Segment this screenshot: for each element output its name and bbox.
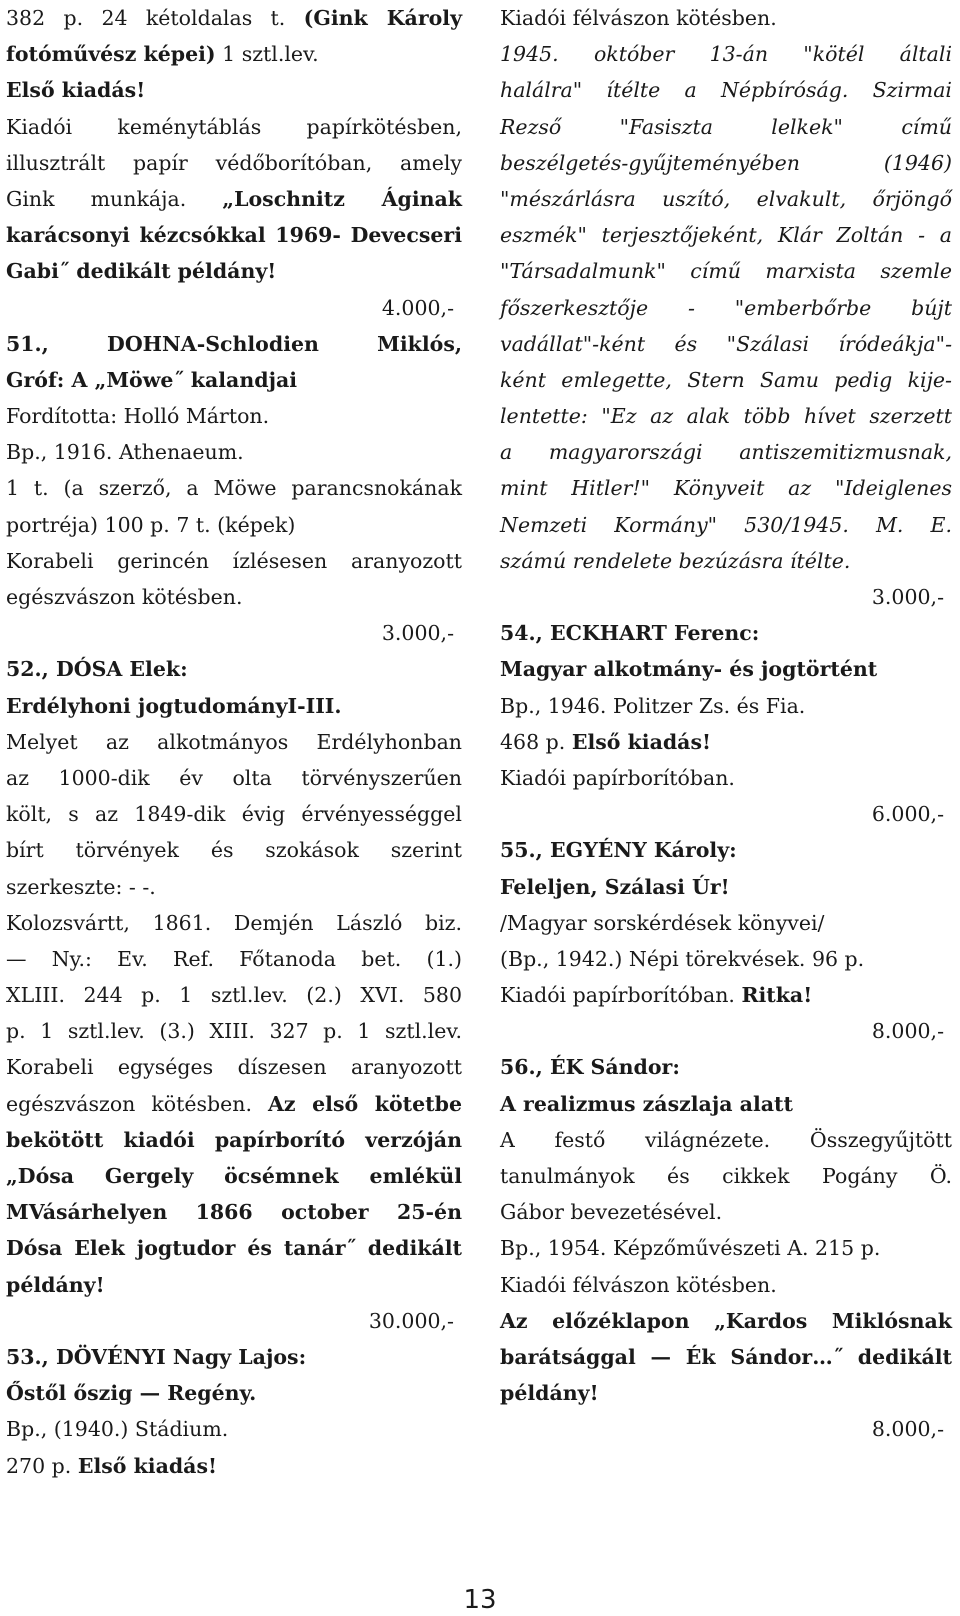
- text-line: "mészárlásra uszító, elvakult, őrjöngő: [500, 186, 952, 211]
- entry-heading: 53., DÖVÉNYI Nagy Lajos:: [6, 1344, 307, 1369]
- text-span: 270 p.: [6, 1453, 78, 1478]
- text-line: egészvászon kötésben.: [6, 585, 243, 609]
- text-span: (Gink Károly: [303, 6, 462, 30]
- text-line: vadállat"-ként és "Szálasi íródeákja"-: [500, 331, 952, 356]
- text-line: [6, 1086, 462, 1122]
- text-span: 382 p. 24 kétoldalas t.: [6, 6, 304, 30]
- text-span: „Loschnitz Áginak: [222, 186, 462, 211]
- text-line: beszélgetés-gyűjteményében (1946): [500, 150, 952, 175]
- text-line: MVásárhelyen 1866 october 25-én: [6, 1200, 462, 1225]
- text-line: (Bp., 1942.) Népi törekvések. 96 p.: [500, 946, 865, 971]
- text-span: egészvászon kötésben.: [6, 1091, 268, 1116]
- text-line: Dósa Elek jogtudor és tanár˝ dedikált: [6, 1236, 462, 1261]
- text-span: 468 p.: [500, 729, 572, 754]
- text-line: Rezső "Fasiszta lelkek" című: [500, 114, 952, 139]
- text-line: Bp., 1916. Athenaeum.: [6, 440, 244, 465]
- text-span: Első kiadás!: [77, 1453, 218, 1478]
- text-line: 1 t. (a szerző, a Möwe parancsnokának: [6, 476, 462, 501]
- text-line: Nemzeti Kormány" 530/1945. M. E.: [500, 512, 952, 537]
- text-line: Bp., 1946. Politzer Zs. és Fia.: [500, 693, 806, 718]
- text-span: Első kiadás!: [571, 729, 712, 754]
- entry-heading: 54., ECKHART Ferenc:: [500, 621, 760, 646]
- entry-heading: 52., DÓSA Elek:: [6, 657, 188, 682]
- entry-title: Őstől őszig — Regény.: [6, 1381, 257, 1406]
- text-line: XLIII. 244 p. 1 sztl.lev. (2.) XVI. 580: [6, 983, 462, 1008]
- text-line: portréja) 100 p. 7 t. (képek): [6, 512, 296, 537]
- price: 30.000,-: [368, 1308, 454, 1333]
- entry-title: Gróf: A „Möwe˝ kalandjai: [6, 367, 298, 392]
- text-line: [6, 0, 462, 36]
- text-span: Gink munkája.: [6, 186, 223, 211]
- text-span: fotóművész képei): [6, 42, 216, 67]
- entry-heading: 51., DOHNA-Schlodien Miklós,: [6, 331, 462, 356]
- text-line: Első kiadás!: [6, 78, 146, 103]
- text-line: Kiadói félvászon kötésben.: [500, 1272, 777, 1297]
- text-line: Gabi˝ dedikált példány!: [6, 259, 277, 284]
- text-line: [6, 1448, 462, 1484]
- text-span: 1 sztl.lev.: [215, 42, 319, 67]
- text-line: Korabeli egységes díszesen aranyozott: [6, 1055, 462, 1080]
- text-line: [6, 36, 462, 72]
- text-line: [500, 977, 952, 1013]
- text-line: Kiadói félvászon kötésben.: [500, 6, 777, 30]
- text-line: Kolozsvártt, 1861. Demjén László biz.: [6, 910, 462, 935]
- text-span: Kiadói papírborítóban.: [500, 983, 742, 1008]
- text-line: [6, 181, 462, 217]
- text-line: halálra" ítélte a Népbíróság. Szirmai: [500, 78, 952, 103]
- text-line: p. 1 sztl.lev. (3.) XIII. 327 p. 1 sztl.lev.: [6, 1019, 462, 1044]
- text-line: barátsággal — Ék Sándor…˝ dedikált: [500, 1344, 952, 1369]
- text-line: A festő világnézete. Összegyűjtött: [500, 1127, 952, 1152]
- price: 6.000,-: [871, 802, 944, 827]
- text-line: — Ny.: Ev. Ref. Főtanoda bet. (1.): [6, 946, 462, 971]
- left-column: [6, 0, 462, 1484]
- entry-heading: 55., EGYÉNY Károly:: [500, 838, 737, 863]
- price: 3.000,-: [871, 585, 944, 609]
- text-line: karácsonyi kézcsókkal 1969- Devecseri: [6, 223, 462, 248]
- text-line: számú rendelete bezúzásra ítélte.: [500, 548, 851, 573]
- text-line: [500, 724, 952, 760]
- text-line: Korabeli gerincén ízlésesen aranyozott: [6, 548, 462, 573]
- text-line: bekötött kiadói papírborító verzóján: [6, 1127, 462, 1152]
- entry-title: Erdélyhoni jogtudományI-III.: [6, 693, 342, 718]
- text-line: /Magyar sorskérdések könyvei/: [500, 910, 825, 935]
- price: 8.000,-: [871, 1019, 944, 1044]
- text-span: Az első kötetbe: [267, 1091, 462, 1116]
- text-line: tanulmányok és cikkek Pogány Ö.: [500, 1164, 952, 1188]
- text-line: Kiadói keménytáblás papírkötésben,: [6, 114, 462, 139]
- right-column: [500, 0, 952, 1448]
- text-line: 1945. október 13-án "kötél általi: [500, 42, 952, 67]
- text-line: Melyet az alkotmányos Erdélyhonban: [6, 729, 462, 754]
- price: 8.000,-: [871, 1417, 944, 1442]
- text-line: lentette: "Ez az alak több hívet szerzett: [500, 404, 952, 429]
- price: 4.000,-: [381, 295, 454, 320]
- page-number: 13: [463, 1585, 497, 1615]
- text-line: Kiadói papírborítóban.: [500, 765, 735, 790]
- text-line: "Társadalmunk" című marxista szemle: [500, 259, 952, 284]
- text-line: Fordította: Holló Márton.: [6, 404, 270, 429]
- text-line: illusztrált papír védőborítóban, amely: [6, 150, 462, 175]
- text-line: az 1000-dik év olta törvényszerűen: [6, 765, 462, 790]
- text-line: Bp., (1940.) Stádium.: [6, 1417, 229, 1442]
- text-line: eszmék" terjesztőjeként, Klár Zoltán - a: [500, 223, 952, 248]
- text-line: ként emlegette, Stern Samu pedig kije-: [500, 367, 952, 392]
- entry-title: Magyar alkotmány- és jogtörtént: [500, 657, 878, 682]
- text-line: példány!: [6, 1272, 105, 1297]
- price: 3.000,-: [381, 621, 454, 646]
- entry-title: A realizmus zászlaja alatt: [500, 1091, 793, 1116]
- text-span: Ritka!: [741, 983, 813, 1008]
- text-line: főszerkesztője - "emberbőrbe bújt: [500, 295, 952, 320]
- text-line: Gábor bevezetésével.: [500, 1200, 723, 1225]
- text-line: példány!: [500, 1381, 599, 1406]
- text-line: bírt törvények és szokások szerint: [6, 838, 462, 863]
- text-line: „Dósa Gergely öcsémnek emlékül: [6, 1164, 462, 1188]
- entry-title: Feleljen, Szálasi Úr!: [500, 874, 730, 899]
- text-line: Bp., 1954. Képzőművészeti A. 215 p.: [500, 1236, 881, 1261]
- text-line: költ, s az 1849-dik évig érvényességgel: [6, 802, 462, 827]
- text-line: Az előzéklapon „Kardos Miklósnak: [500, 1308, 952, 1333]
- text-line: szerkeszte: - -.: [6, 874, 156, 899]
- text-line: mint Hitler!" Könyveit az "Ideiglenes: [500, 476, 952, 501]
- text-line: a magyarországi antiszemitizmusnak,: [500, 440, 952, 465]
- entry-heading: 56., ÉK Sándor:: [500, 1055, 680, 1080]
